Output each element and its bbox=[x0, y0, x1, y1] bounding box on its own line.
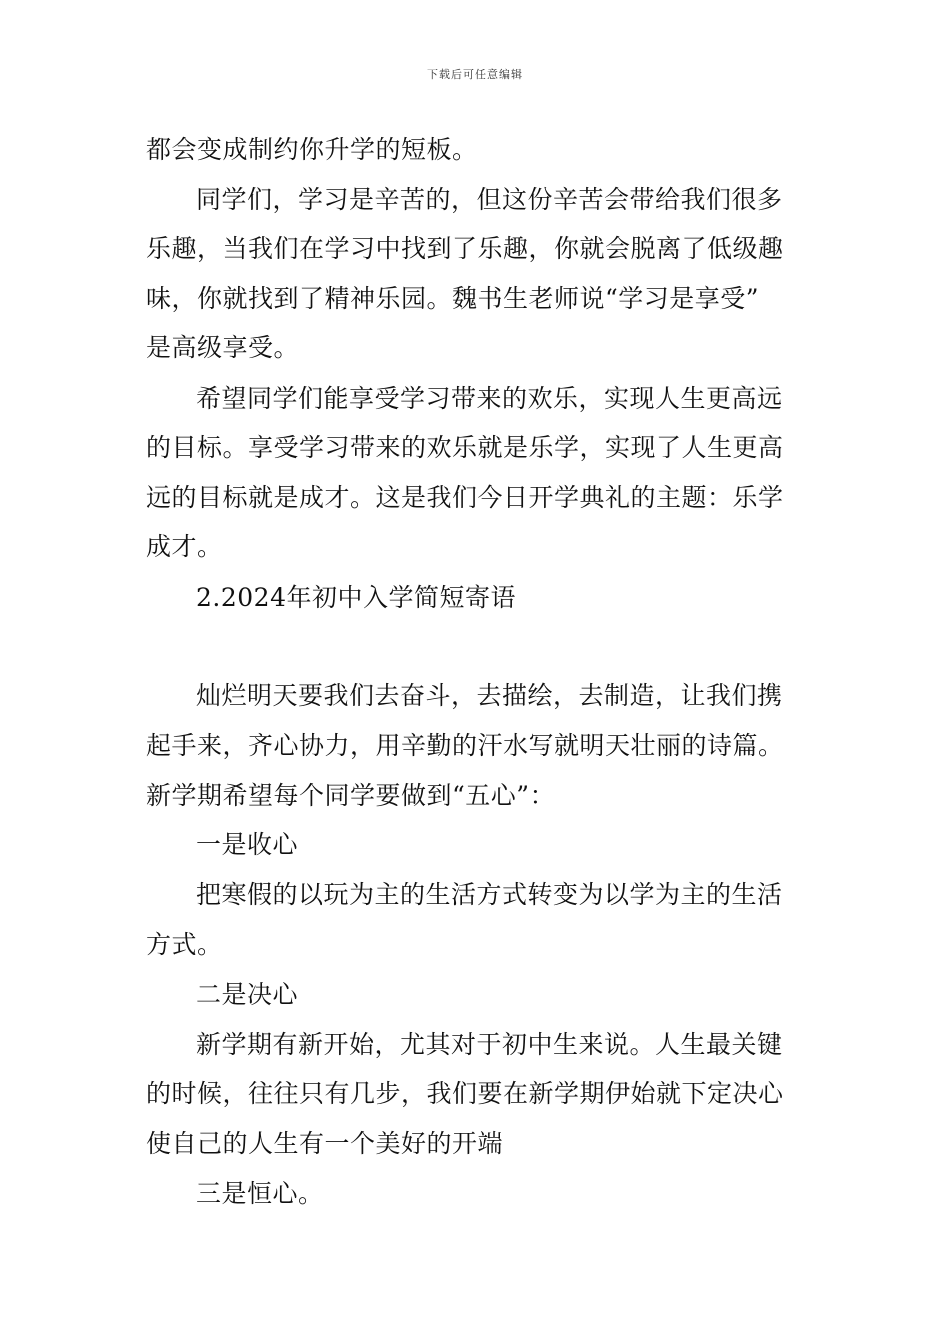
page-header: 下载后可任意编辑 bbox=[427, 68, 523, 81]
paragraph-line: 新学期希望每个同学要做到“五心”： bbox=[146, 781, 556, 810]
subheading: 三是恒心。 bbox=[196, 1179, 324, 1208]
paragraph-line: 把寒假的以玩为主的生活方式转变为以学为主的生活 bbox=[196, 880, 783, 909]
paragraph-line: 味，你就找到了精神乐园。魏书生老师说“学习是享受” bbox=[146, 284, 760, 313]
paragraph-line: 的目标。享受学习带来的欢乐就是乐学，实现了人生更高 bbox=[146, 433, 784, 462]
paragraph-line: 灿烂明天要我们去奋斗，去描绘，去制造，让我们携 bbox=[196, 681, 783, 710]
section-heading: 2.2024年初中入学简短寄语 bbox=[196, 583, 516, 612]
paragraph-line: 乐趣，当我们在学习中找到了乐趣，你就会脱离了低级趣 bbox=[146, 234, 784, 263]
paragraph-line: 的时候，往往只有几步，我们要在新学期伊始就下定决心 bbox=[146, 1079, 784, 1108]
paragraph-line: 远的目标就是成才。这是我们今日开学典礼的主题：乐学 bbox=[146, 483, 784, 512]
subheading: 二是决心 bbox=[196, 980, 299, 1009]
paragraph-line: 都会变成制约你升学的短板。 bbox=[146, 135, 478, 164]
paragraph-line: 希望同学们能享受学习带来的欢乐，实现人生更高远 bbox=[196, 384, 783, 413]
paragraph-line: 新学期有新开始，尤其对于初中生来说。人生最关键 bbox=[196, 1030, 783, 1059]
paragraph-line: 起手来，齐心协力，用辛勤的汗水写就明天壮丽的诗篇。 bbox=[146, 731, 784, 760]
subheading: 一是收心 bbox=[196, 830, 299, 859]
paragraph-line: 同学们，学习是辛苦的，但这份辛苦会带给我们很多 bbox=[196, 185, 783, 214]
paragraph-line: 成才。 bbox=[146, 532, 223, 561]
paragraph-line: 方式。 bbox=[146, 930, 223, 959]
paragraph-line: 使自己的人生有一个美好的开端 bbox=[146, 1129, 504, 1158]
paragraph-line: 是高级享受。 bbox=[146, 333, 300, 362]
